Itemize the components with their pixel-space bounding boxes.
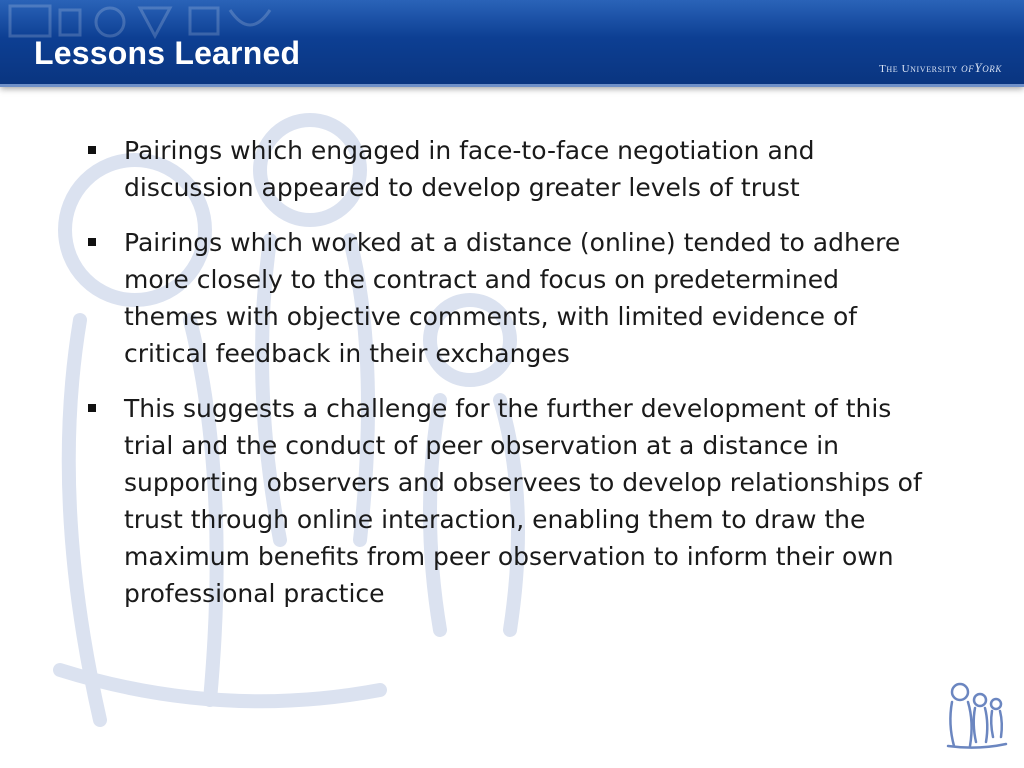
bullet-item [86,132,936,206]
university-logo-name: York [974,60,1002,75]
bullet-item [86,224,936,372]
people-group-logo-icon [944,682,1008,750]
university-logo-of: of [961,60,975,75]
square-bullet-icon [88,146,96,154]
bullet-item [86,390,936,612]
university-logo-prefix: The University [879,63,958,75]
bullet-text: This suggests a challenge for the further development of this trial and the conduct of peer observation at a distance in supporting observers and observees to develop relationships of trust through online interaction, enabling them to draw the maximum benefits from peer observation to inform their own professional practice [124,394,922,608]
header-bar [0,0,1024,87]
bullet-text: Pairings which engaged in face-to-face negotiation and discussion appeared to develop greater levels of trust [124,136,815,202]
slide-title: Lessons Learned [34,35,301,71]
bullet-list [86,132,936,630]
bullet-text: Pairings which worked at a distance (online) tended to adhere more closely to the contract and focus on predetermined themes with objective comments, with limited evidence of critical feedback in their exchanges [124,228,901,368]
university-logo [879,60,1002,76]
square-bullet-icon [88,404,96,412]
square-bullet-icon [88,238,96,246]
